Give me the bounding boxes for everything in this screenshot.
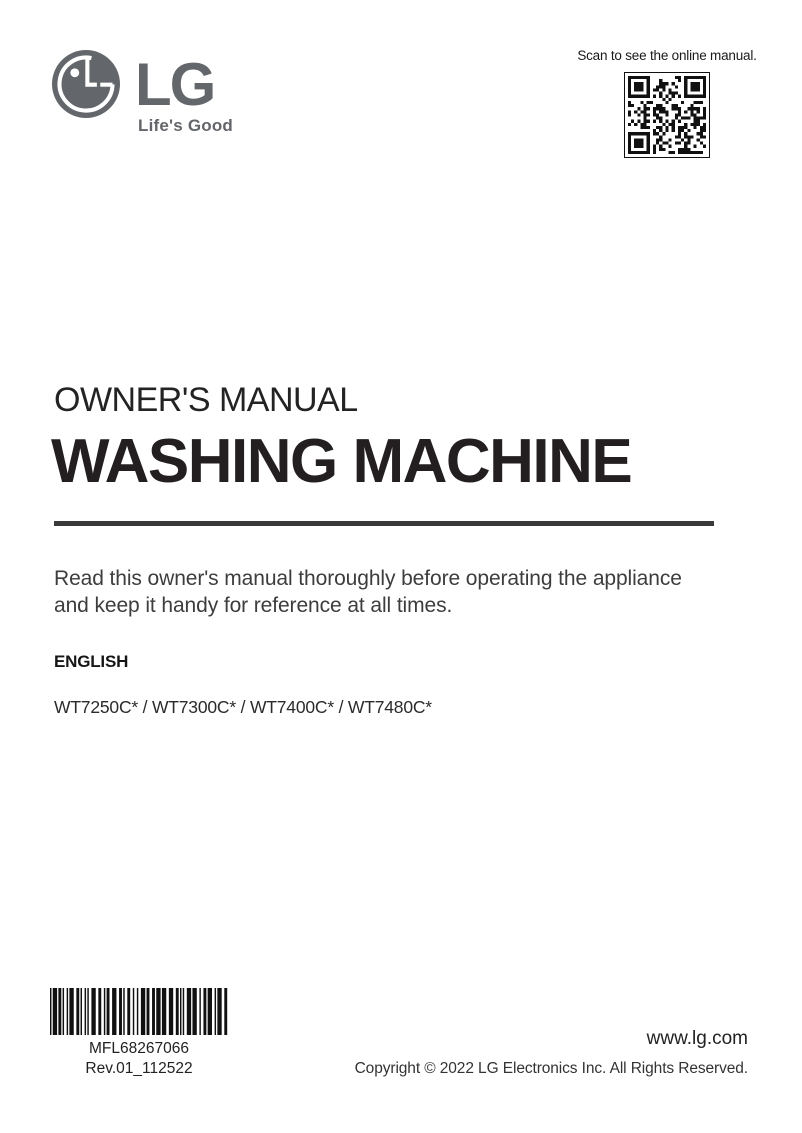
part-number: MFL68267066 <box>89 1040 189 1057</box>
model-numbers: WT7250C* / WT7300C* / WT7400C* / WT7480C* <box>54 697 432 717</box>
lg-tagline: Life's Good <box>138 116 234 135</box>
lg-face-icon <box>52 50 120 118</box>
barcode-block <box>50 988 228 1078</box>
qr-block <box>577 48 757 158</box>
lg-wordmark: LG <box>135 51 215 118</box>
website-url: www.lg.com <box>646 1028 748 1049</box>
revision-number: Rev.01_112522 <box>85 1060 193 1077</box>
manual-kicker: OWNER'S MANUAL <box>54 381 358 419</box>
page-title: WASHING MACHINE <box>51 427 632 496</box>
qr-code-icon <box>628 76 706 154</box>
copyright-notice: Copyright © 2022 LG Electronics Inc. All Rights Reserved. <box>354 1060 748 1077</box>
intro-paragraph: Read this owner's manual thoroughly before operating the appliance and keep it handy for reference at all times. <box>54 567 682 617</box>
qr-frame <box>624 72 710 158</box>
language-label: ENGLISH <box>54 652 129 671</box>
qr-caption: Scan to see the online manual. <box>577 48 757 63</box>
lg-logo <box>52 50 312 140</box>
title-rule <box>54 521 714 526</box>
barcode-icon <box>50 988 228 1035</box>
